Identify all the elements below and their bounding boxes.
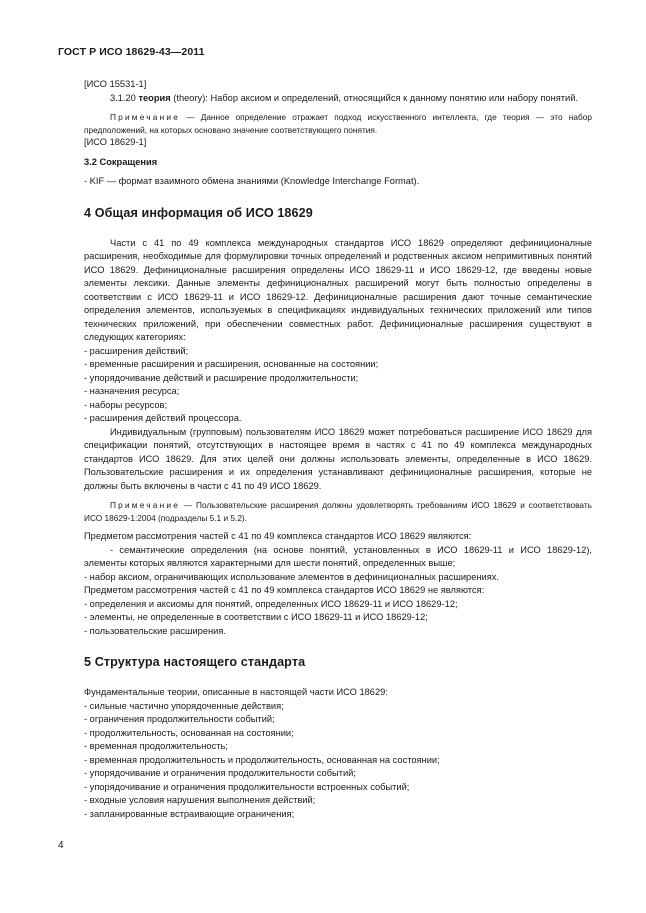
- category-item: - упорядочивание действий и расширение продолжительности;: [84, 372, 359, 383]
- note-label: Примечание: [110, 500, 181, 510]
- document-header: ГОСТ Р ИСО 18629-43—2011: [58, 46, 205, 58]
- theory-item: - ограничения продолжительности событий;: [84, 714, 275, 724]
- category-item: - временные расширения и расширения, основанные на состоянии;: [84, 359, 379, 369]
- section-4-paragraph-1: Части с 41 по 49 комплекса международных стандартов ИСО 18629 определяют дефиниционалные расширения, необходимые для формулировки точных определений и родственных аксиом непримитивных понятий ИСО 18629. Дефиниционалные расширения определены ИСО 18629-11 и ИСО 18629-12, где введены новые элементы лексики. Данные элементы дефиниционалных расширений могут быть полностью определены в соответствии с ИСО 18629-11 и ИСО 18629-12. Дефиниционалные расширения дают точные семантические определения элементов, используемых в спецификациях индивидуальных технических приложений или типов технических приложений, при обеспечении совместных работ. Дефиниционалные расширения существуют в следующих категориях:: [84, 237, 592, 342]
- section-4-paragraph-5: - набор аксиом, ограничивающих использование элементов в дефиниционалных расширениях.: [84, 571, 499, 582]
- section-5-title: 5 Структура настоящего стандарта: [84, 655, 306, 669]
- page-content: [84, 78, 592, 821]
- section-4-paragraph-4: - семантические определения (на основе понятий, установленных в ИСО 18629-11 и ИСО 18629-12), элементы которых являются характерными для шести понятий, определенных выше;: [84, 544, 592, 568]
- note-text: — Данное определение отражает подход искусственного интеллекта, где теория — это набор предположений, на которых основано значение соответствующего понятия.: [84, 112, 592, 135]
- theory-item: - упорядочивание и ограничения продолжительности событий;: [84, 768, 356, 778]
- category-item: - наборы ресурсов;: [84, 399, 168, 410]
- theory-item: - запланированные встраивающие ограничения;: [84, 808, 295, 819]
- theory-item: - упорядочивание и ограничения продолжительности встроенных событий;: [84, 781, 410, 792]
- exclusion-item: - пользовательские расширения.: [84, 625, 226, 636]
- note-theory: [84, 111, 592, 136]
- theory-item: - входные условия нарушения выполнения действий;: [84, 795, 316, 805]
- category-item: - назначения ресурса;: [84, 386, 180, 396]
- reference-iso-15531-1: [ИСО 15531-1]: [84, 79, 147, 89]
- term-definition-3-1-20: [84, 92, 592, 106]
- section-4-paragraph-6: Предметом рассмотрения частей с 41 по 49 комплекса стандартов ИСО 18629 не являются:: [84, 585, 485, 595]
- section-4-paragraph-3: Предметом рассмотрения частей с 41 по 49 комплекса стандартов ИСО 18629 являются:: [84, 531, 472, 541]
- page-number: 4: [58, 840, 64, 851]
- exclusion-item: - определения и аксиомы для понятий, определенных ИСО 18629-11 и ИСО 18629-12;: [84, 598, 458, 609]
- category-item: - расширения действий;: [84, 345, 189, 356]
- term-number: 3.1.20: [110, 92, 136, 103]
- section-3-2-title: 3.2 Сокращения: [84, 156, 158, 167]
- section-4-paragraph-2: Индивидуальным (групповым) пользователям ИСО 18629 может потребоваться расширение ИСО 18629 для спецификации понятий, отсутствующих в настоящее время в частях с 41 по 49 комплекса международных стандартов ИСО 18629. Для этих целей они должны использовать элементы, определенные в ИСО 18629. Пользовательские расширения и их определения устанавливают дефиниционалные расширения, которые не должны быть включены в части с 41 по 49 ИСО 18629.: [84, 426, 592, 491]
- theory-item: - временная продолжительность;: [84, 741, 228, 751]
- abbreviation-kif: - KIF — формат взаимного обмена знаниями (Knowledge Interchange Format).: [84, 176, 420, 186]
- category-item: - расширения действий процессора.: [84, 413, 242, 423]
- section-5-intro: Фундаментальные теории, описанные в настоящей части ИСО 18629:: [84, 687, 388, 697]
- theory-item: - продолжительность, основанная на состоянии;: [84, 727, 294, 738]
- term-name: теория: [138, 92, 171, 103]
- note-user-extensions: [84, 499, 592, 524]
- reference-iso-18629-1: [ИСО 18629-1]: [84, 137, 147, 147]
- section-4-title: 4 Общая информация об ИСО 18629: [84, 205, 313, 220]
- theory-item: - временная продолжительность и продолжительность, основанная на состоянии;: [84, 754, 440, 765]
- note-label: Примечание: [110, 112, 181, 122]
- exclusion-item: - элементы, не определенные в соответствии с ИСО 18629-11 и ИСО 18629-12;: [84, 612, 428, 622]
- note-text: — Пользовательские расширения должны удовлетворять требованиям ИСО 18629 и соответствовать ИСО 18629-1:2004 (подразделы 5.1 и 5.2).: [84, 500, 592, 523]
- term-definition-text: (theory): Набор аксиом и определений, относящийся к данному понятию или набору понятий.: [170, 92, 579, 103]
- theory-item: - сильные частично упорядоченные действия;: [84, 700, 284, 711]
